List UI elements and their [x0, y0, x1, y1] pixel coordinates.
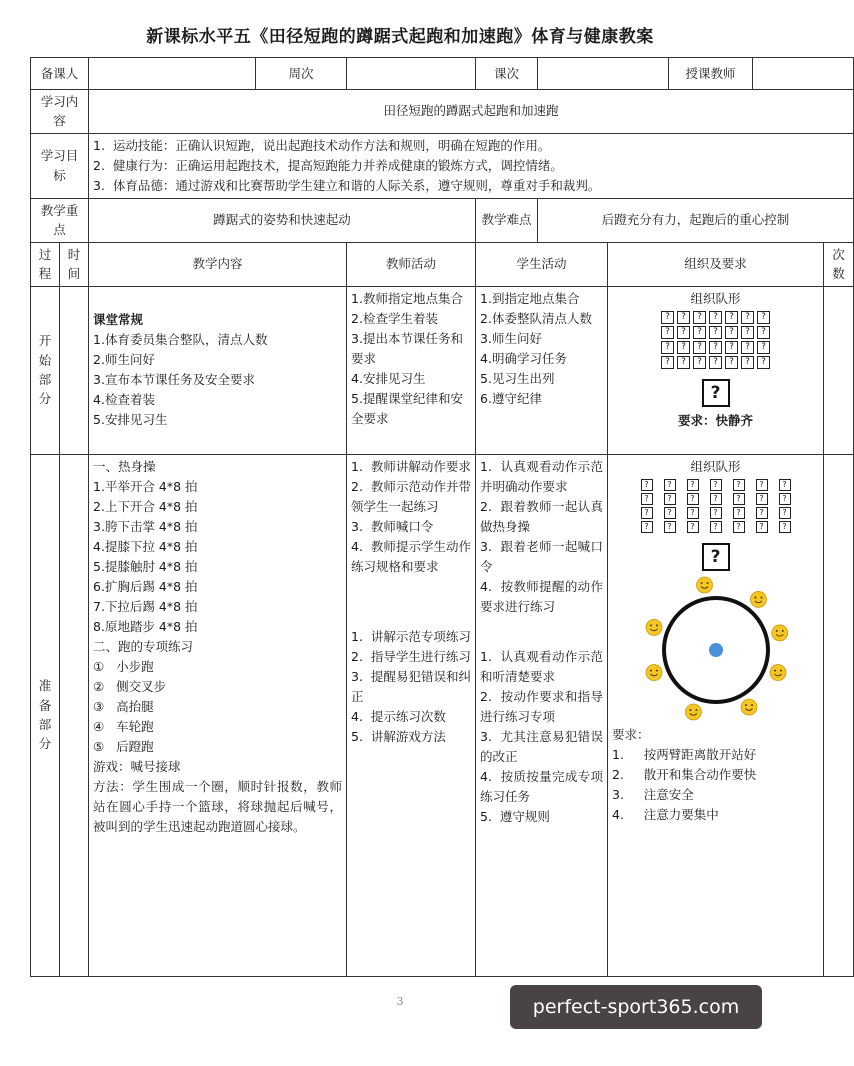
student-item: 1. 认真观看动作示范和听清楚要求	[480, 648, 604, 684]
student-marker-icon: ?	[725, 341, 738, 354]
key-value: 蹲踞式的姿势和快速起动	[89, 198, 476, 242]
student-item: 1. 认真观看动作示范并明确动作要求	[480, 458, 604, 494]
warmup-item: 1.平举开合 4*8 拍	[93, 478, 198, 494]
requirement-label: 要求：	[612, 726, 650, 742]
student-marker-icon: ?	[664, 521, 676, 533]
warmup-title: 一、热身操	[93, 458, 156, 474]
formation-row	[612, 356, 819, 369]
student-marker-icon: ?	[641, 493, 653, 505]
teacher-position-icon: ?	[702, 379, 730, 407]
warmup-item: 2.上下开合 4*8 拍	[93, 498, 198, 514]
formation-requirement: 要求：快静齐	[678, 412, 754, 428]
drill-item: ③ 高抬腿	[93, 698, 154, 714]
student-item: 2. 跟着教师一起认真做热身操	[480, 498, 604, 534]
formation-row	[612, 521, 819, 533]
col-org: 组织及要求	[608, 242, 824, 286]
col-process: 过程	[31, 242, 60, 286]
student-item: 3. 尤其注意易犯错误的改正	[480, 728, 604, 764]
requirement-item: 1. 按两臂距离散开站好	[612, 746, 757, 762]
student-marker-icon: ?	[664, 493, 676, 505]
teacher-position-icon: ?	[702, 543, 730, 571]
student-marker-icon: ?	[641, 521, 653, 533]
student-marker-icon: ?	[756, 521, 768, 533]
drill-item: ⑤ 后蹬跑	[93, 738, 154, 754]
student-item: 1.到指定地点集合	[480, 290, 580, 306]
objective-item: 2. 健康行为：正确运用起跑技术，提高短跑能力并养成健康的锻炼方式，调控情绪。	[93, 157, 563, 173]
warmup-item: 4.提膝下拉 4*8 拍	[93, 538, 198, 554]
difficult-label: 教学难点	[476, 198, 538, 242]
teacher-item: 4. 教师提示学生动作练习规格和要求	[351, 538, 472, 574]
student-marker-icon: ?	[677, 311, 690, 324]
week-label: 周次	[256, 58, 347, 90]
student-marker-icon: ?	[710, 507, 722, 519]
lesson-plan-table	[30, 57, 854, 977]
warmup-item: 8.原地踏步 4*8 拍	[93, 618, 198, 634]
warmup-item: 3.胯下击掌 4*8 拍	[93, 518, 198, 534]
smiley-student-icon	[696, 577, 712, 593]
prep-organization	[608, 454, 824, 976]
student-marker-icon: ?	[677, 326, 690, 339]
student-marker-icon: ?	[779, 493, 791, 505]
student-marker-icon: ?	[757, 356, 770, 369]
teacher-item: 4.安排见习生	[351, 370, 426, 386]
student-grid	[612, 311, 819, 369]
drill-item: ④ 车轮跑	[93, 718, 154, 734]
student-marker-icon: ?	[756, 479, 768, 491]
formation-row	[612, 479, 819, 491]
lesson-label: 课次	[476, 58, 538, 90]
requirement-item: 4. 注意力要集中	[612, 806, 719, 822]
student-marker-icon: ?	[687, 507, 699, 519]
teacher-item: 5. 讲解游戏方法	[351, 728, 446, 744]
warmup-item: 7.下拉后踢 4*8 拍	[93, 598, 198, 614]
smiley-student-icon	[645, 619, 661, 635]
student-marker-icon: ?	[693, 356, 706, 369]
content-item: 2.师生问好	[93, 352, 155, 367]
teacher-item: 2.检查学生着装	[351, 310, 438, 326]
student-marker-icon: ?	[779, 521, 791, 533]
student-item: 2. 按动作要求和指导进行练习专项	[480, 688, 604, 724]
smiley-student-icon	[685, 704, 701, 720]
requirement-item: 3. 注意安全	[612, 786, 694, 802]
smiley-student-icon	[741, 699, 757, 715]
start-times	[824, 286, 854, 454]
student-marker-icon: ?	[757, 326, 770, 339]
smiley-student-icon	[770, 664, 786, 680]
teacher-item: 3.提出本节课任务和要求	[351, 330, 463, 366]
prep-content	[89, 454, 347, 976]
key-label: 教学重点	[31, 198, 89, 242]
student-marker-icon: ?	[757, 311, 770, 324]
student-marker-icon: ?	[710, 479, 722, 491]
instructor-label: 授课教师	[669, 58, 753, 90]
student-marker-icon: ?	[779, 479, 791, 491]
teacher-item: 1. 讲解示范专项练习	[351, 628, 471, 644]
student-marker-icon: ?	[733, 479, 745, 491]
smiley-student-icon	[750, 591, 766, 607]
instructor-value	[753, 58, 854, 90]
prep-times	[824, 454, 854, 976]
prep-teacher	[347, 454, 476, 976]
content-item: 4.检查着装	[93, 392, 155, 407]
objectives-label: 学习目标	[31, 133, 89, 198]
prep-teacher-label: 备课人	[31, 58, 89, 90]
page-title: 新课标水平五《田径短跑的蹲踞式起跑和加速跑》体育与健康教案	[146, 27, 654, 47]
student-item: 4.明确学习任务	[480, 350, 567, 366]
student-marker-icon: ?	[756, 507, 768, 519]
warmup-item: 6.扩胸后踢 4*8 拍	[93, 578, 198, 594]
content-label: 学习内容	[31, 90, 89, 134]
formation-row	[612, 493, 819, 505]
student-marker-icon: ?	[661, 356, 674, 369]
col-times: 次数	[824, 242, 854, 286]
student-marker-icon: ?	[677, 341, 690, 354]
start-content	[89, 286, 347, 454]
page-number: 3	[396, 995, 404, 1008]
start-time	[60, 286, 89, 454]
prep-student	[476, 454, 608, 976]
formation-row	[612, 326, 819, 339]
student-marker-icon: ?	[756, 493, 768, 505]
student-marker-icon: ?	[661, 341, 674, 354]
content-title: 课堂常规	[93, 312, 144, 327]
basketball-icon	[709, 643, 723, 657]
watermark-banner: perfect-sport365.com	[510, 985, 762, 1029]
teacher-item: 3. 教师喊口令	[351, 518, 434, 534]
student-marker-icon: ?	[733, 493, 745, 505]
student-marker-icon: ?	[687, 479, 699, 491]
student-marker-icon: ?	[733, 507, 745, 519]
student-marker-icon: ?	[725, 311, 738, 324]
teacher-item: 4. 提示练习次数	[351, 708, 446, 724]
smiley-student-icon	[645, 664, 661, 680]
game-title: 游戏：喊号接球	[93, 758, 181, 774]
start-student	[476, 286, 608, 454]
student-marker-icon: ?	[641, 507, 653, 519]
prep-teacher-value	[89, 58, 256, 90]
col-student: 学生活动	[476, 242, 608, 286]
student-marker-icon: ?	[677, 356, 690, 369]
week-value	[347, 58, 476, 90]
objectives-list	[89, 133, 854, 198]
drill-title: 二、跑的专项练习	[93, 638, 194, 654]
drill-item: ② 侧交叉步	[93, 678, 167, 694]
student-marker-icon: ?	[709, 356, 722, 369]
student-marker-icon: ?	[709, 311, 722, 324]
start-teacher	[347, 286, 476, 454]
student-marker-icon: ?	[693, 341, 706, 354]
formation-title: 组织队形	[690, 290, 741, 306]
student-marker-icon: ?	[709, 341, 722, 354]
teacher-item: 2. 指导学生进行练习	[351, 648, 471, 664]
student-marker-icon: ?	[693, 311, 706, 324]
game-circle-diagram	[641, 575, 791, 725]
lesson-value	[538, 58, 669, 90]
student-item: 4. 按教师提醒的动作要求进行练习	[480, 578, 604, 614]
start-organization	[608, 286, 824, 454]
content-item: 5.安排见习生	[93, 412, 168, 427]
student-item: 3. 跟着老师一起喊口令	[480, 538, 604, 574]
formation-row	[612, 341, 819, 354]
student-item: 6.遵守纪律	[480, 390, 542, 406]
requirement-item: 2. 散开和集合动作要快	[612, 766, 757, 782]
content-item: 3.宣布本节课任务及安全要求	[93, 372, 255, 387]
student-marker-icon: ?	[710, 493, 722, 505]
student-marker-icon: ?	[687, 493, 699, 505]
student-marker-icon: ?	[779, 507, 791, 519]
objective-item: 1. 运动技能：正确认识短跑，说出起跑技术动作方法和规则，明确在短跑的作用。	[93, 137, 551, 153]
student-marker-icon: ?	[693, 326, 706, 339]
formation-row	[612, 507, 819, 519]
student-item: 4. 按质按量完成专项练习任务	[480, 768, 604, 804]
prep-section-label: 准备部分	[31, 454, 60, 976]
teacher-item: 5.提醒课堂纪律和安全要求	[351, 390, 463, 426]
student-marker-icon: ?	[757, 341, 770, 354]
student-item: 2.体委整队清点人数	[480, 310, 592, 326]
student-marker-icon: ?	[664, 479, 676, 491]
smiley-student-icon	[771, 624, 787, 640]
teacher-item: 2. 教师示范动作并带领学生一起练习	[351, 478, 472, 514]
student-marker-icon: ?	[709, 326, 722, 339]
game-method: 方法：学生围成一个圈，顺时针报数，教师站在圆心手持一个篮球，将球抛起后喊号，被叫到的学生迅速起动跑道圆心接球。	[93, 778, 343, 834]
drill-item: ① 小步跑	[93, 658, 154, 674]
teacher-item: 3. 提醒易犯错误和纠正	[351, 668, 472, 704]
student-marker-icon: ?	[741, 341, 754, 354]
student-marker-icon: ?	[687, 521, 699, 533]
content-item: 1.体育委员集合整队，清点人数	[93, 332, 268, 347]
student-marker-icon: ?	[725, 356, 738, 369]
student-item: 5.见习生出列	[480, 370, 555, 386]
formation-title: 组织队形	[690, 458, 741, 474]
teacher-item: 1.教师指定地点集合	[351, 290, 463, 306]
content-value: 田径短跑的蹲踞式起跑和加速跑	[89, 90, 854, 134]
warmup-item: 5.提膝触肘 4*8 拍	[93, 558, 198, 574]
student-marker-icon: ?	[741, 326, 754, 339]
student-marker-icon: ?	[641, 479, 653, 491]
student-marker-icon: ?	[741, 356, 754, 369]
student-marker-icon: ?	[733, 521, 745, 533]
col-teacher: 教师活动	[347, 242, 476, 286]
col-content: 教学内容	[89, 242, 347, 286]
student-item: 5. 遵守规则	[480, 808, 550, 824]
student-grid	[612, 479, 819, 533]
student-marker-icon: ?	[661, 311, 674, 324]
start-section-label: 开始部分	[31, 286, 60, 454]
student-marker-icon: ?	[710, 521, 722, 533]
student-marker-icon: ?	[661, 326, 674, 339]
teacher-item: 1. 教师讲解动作要求	[351, 458, 471, 474]
col-time: 时间	[60, 242, 89, 286]
student-item: 3.师生问好	[480, 330, 542, 346]
prep-time	[60, 454, 89, 976]
formation-row	[612, 311, 819, 324]
objective-item: 3. 体育品德：通过游戏和比赛帮助学生建立和谐的人际关系，遵守规则，尊重对手和裁判。	[93, 177, 601, 193]
student-marker-icon: ?	[664, 507, 676, 519]
student-marker-icon: ?	[741, 311, 754, 324]
student-marker-icon: ?	[725, 326, 738, 339]
difficult-value: 后蹬充分有力，起跑后的重心控制	[538, 198, 854, 242]
